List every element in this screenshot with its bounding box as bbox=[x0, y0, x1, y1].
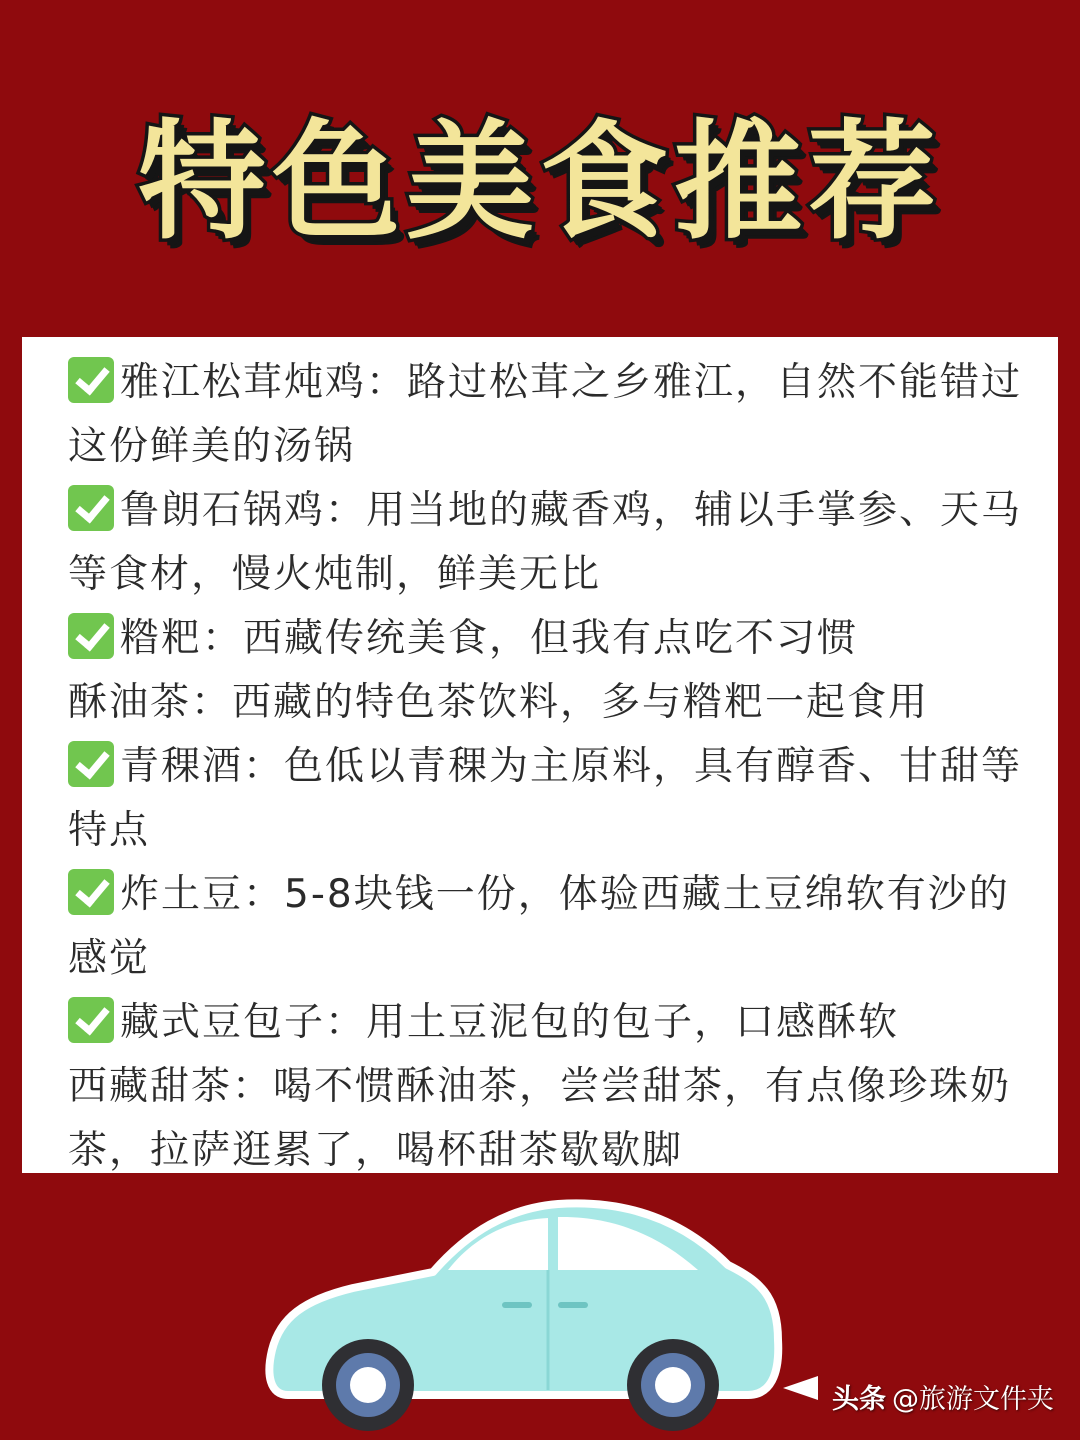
list-item-text: 藏式豆包子：用土豆泥包的包子，口感酥软 bbox=[120, 1000, 900, 1045]
list-item-text: 鲁朗石锅鸡：用当地的藏香鸡，辅以手掌参、天马等食材，慢火炖制，鲜美无比 bbox=[68, 488, 1023, 597]
check-mark-icon bbox=[68, 741, 114, 787]
rear-wheel bbox=[627, 1339, 719, 1431]
check-mark-icon bbox=[68, 357, 114, 403]
check-mark-icon bbox=[68, 869, 114, 915]
list-item-barley-wine bbox=[68, 735, 1038, 863]
check-mark-icon bbox=[68, 613, 114, 659]
list-item-fried-potato bbox=[68, 863, 1038, 991]
food-list-card bbox=[22, 337, 1058, 1173]
list-item-text: 酥油茶：西藏的特色茶饮料，多与糌粑一起食用 bbox=[68, 680, 930, 725]
list-item-potato-bun bbox=[68, 991, 1038, 1055]
check-mark-icon bbox=[68, 997, 114, 1043]
watermark bbox=[832, 1380, 1054, 1420]
watermark-brand: 头条 bbox=[832, 1384, 886, 1415]
page-title: 特色美食推荐 bbox=[137, 108, 942, 257]
list-item-lulang-chicken bbox=[68, 479, 1038, 607]
list-item-sweet-tea bbox=[68, 1055, 1038, 1183]
list-item-text: 雅江松茸炖鸡：路过松茸之乡雅江，自然不能错过这份鲜美的汤锅 bbox=[68, 360, 1023, 469]
check-mark-icon bbox=[68, 485, 114, 531]
list-item-text: 炸土豆：5-8块钱一份，体验西藏土豆绵软有沙的感觉 bbox=[68, 872, 1010, 981]
list-item-yajiang-chicken bbox=[68, 351, 1038, 479]
watermark-handle: @旅游文件夹 bbox=[892, 1384, 1054, 1415]
car-illustration bbox=[258, 1190, 818, 1435]
front-wheel bbox=[322, 1339, 414, 1431]
list-item-butter-tea bbox=[68, 671, 1038, 735]
list-item-tsampa bbox=[68, 607, 1038, 671]
list-item-text: 青稞酒：色低以青稞为主原料，具有醇香、甘甜等特点 bbox=[68, 744, 1023, 853]
list-item-text: 糌粑：西藏传统美食，但我有点吃不习惯 bbox=[120, 616, 859, 661]
list-item-text: 西藏甜茶：喝不惯酥油茶，尝尝甜茶，有点像珍珠奶茶，拉萨逛累了，喝杯甜茶歇歇脚 bbox=[68, 1064, 1012, 1173]
exhaust-smoke bbox=[783, 1376, 818, 1400]
